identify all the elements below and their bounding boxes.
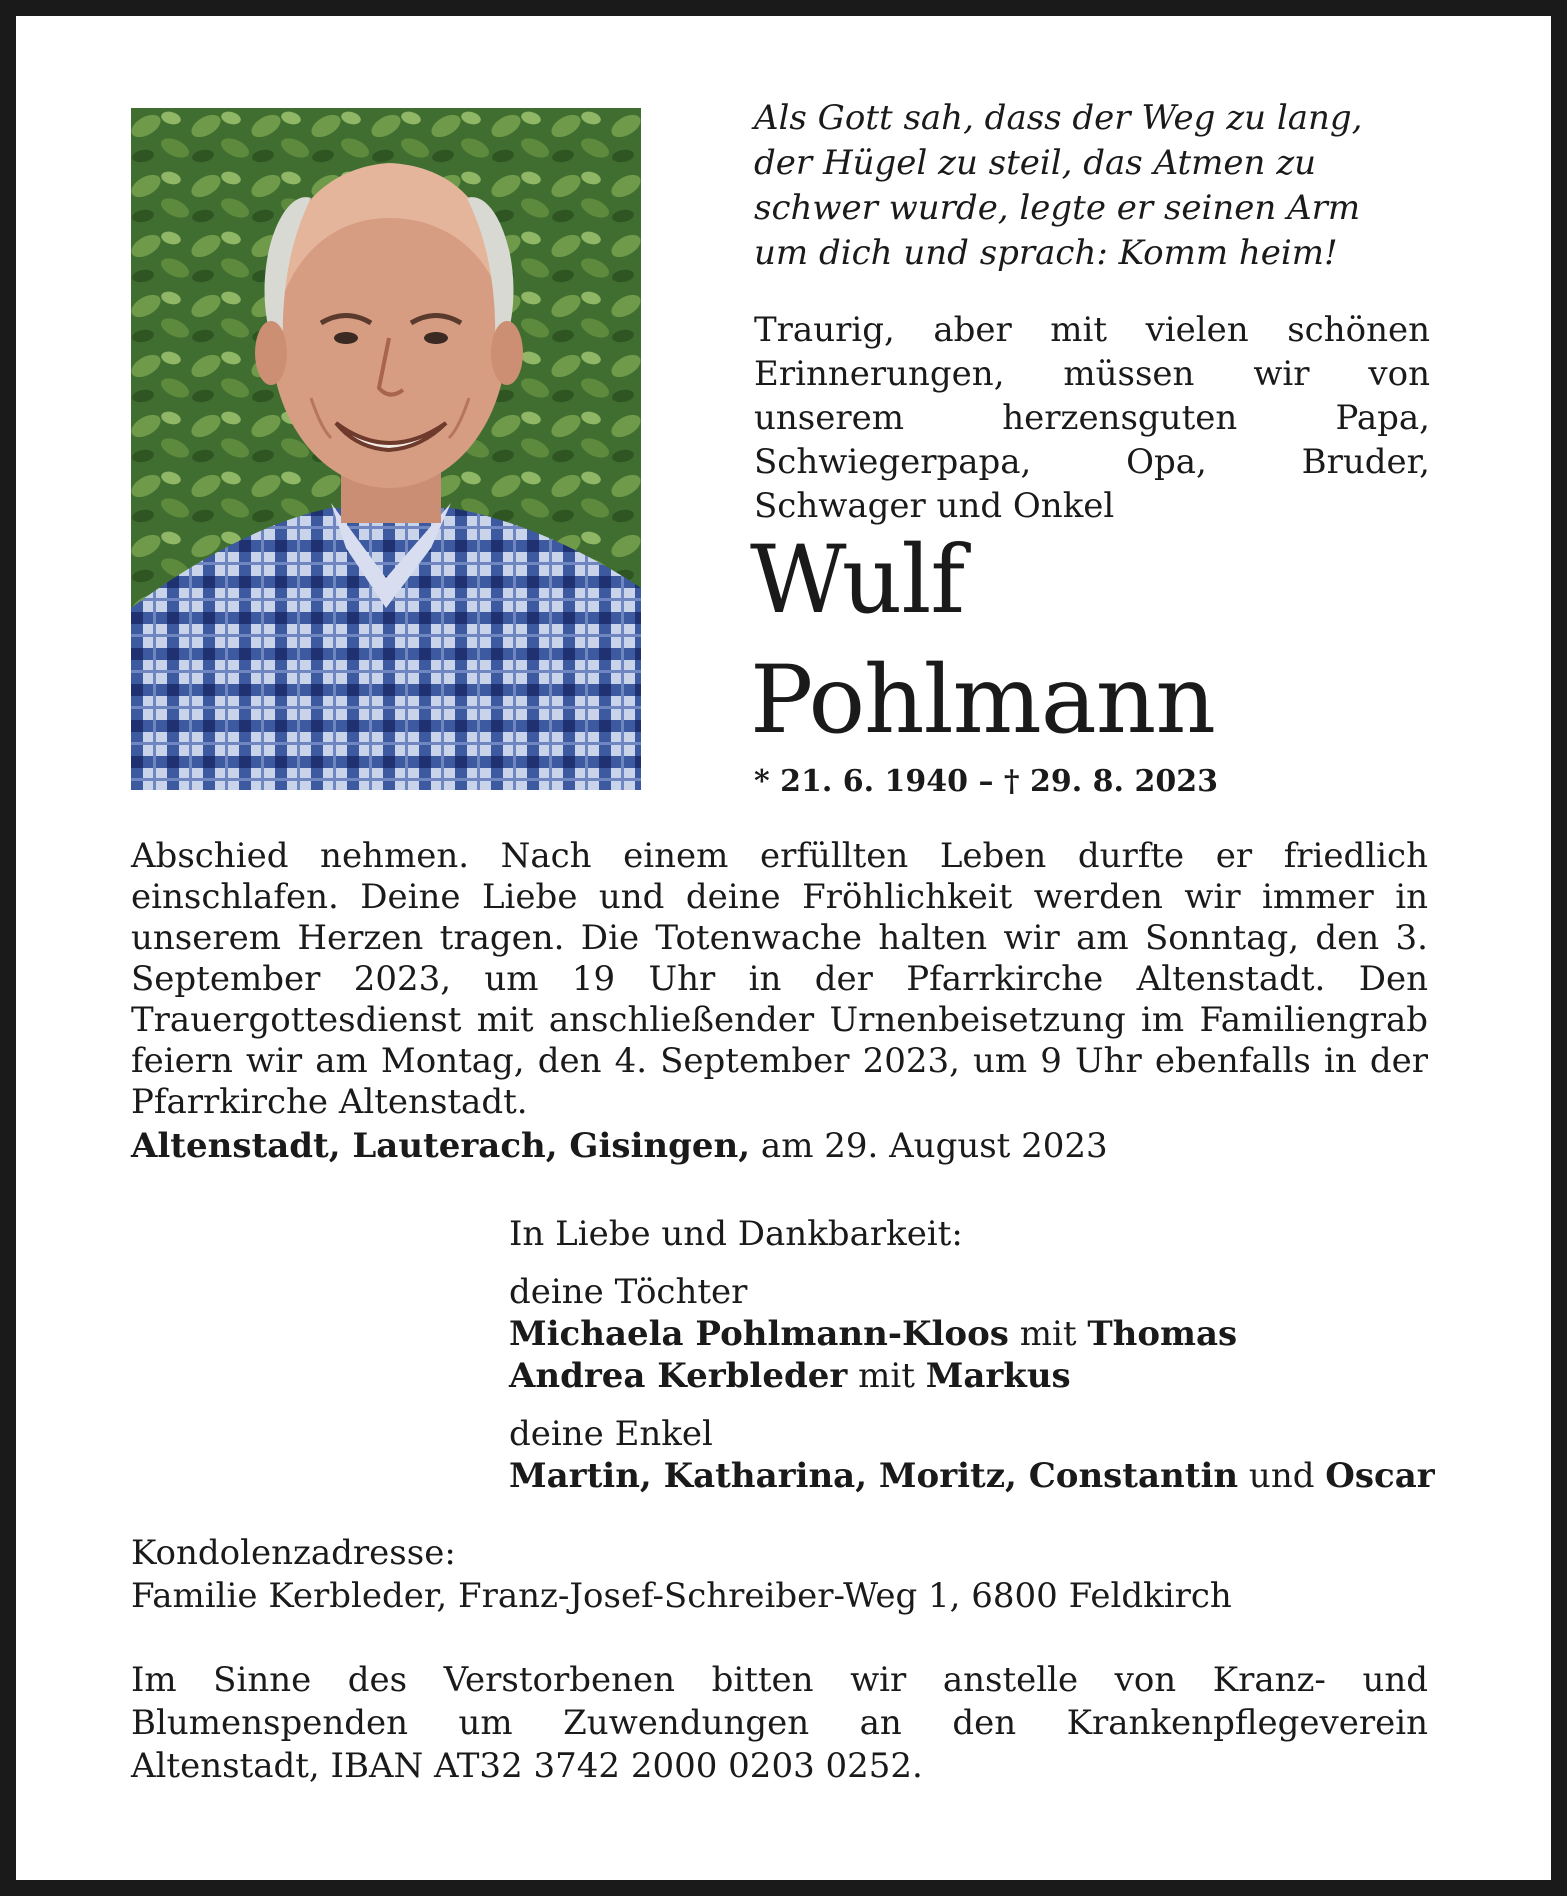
portrait-image [131, 108, 641, 790]
farewell-text: Abschied nehmen. Nach einem erfüllten Leben durfte er friedlich einschlafen. Deine Liebe und deine Fröhlichkeit werden wir immer in unserem Herzen tragen. Die Totenwache halten wir am Sonntag, den 3. September 2023, um 19 Uhr in der Pfarrkirche Altenstadt. Den Trauergottesdienst mit anschließender Urnenbeisetzung im Familiengrab feiern wir am Montag, den 4. September 2023, um 9 Uhr ebenfalls in der Pfarrkirche Altenstadt. [131, 836, 1428, 1122]
grandchild-last-name: Oscar [1325, 1456, 1435, 1496]
intro-text: Traurig, aber mit vielen schönen Erinnerungen, müssen wir von unserem herzensguten Papa, Schwiegerpapa, Opa, Bruder, Schwager und Onkel [754, 310, 1430, 526]
mourners-heading: In Liebe und Dankbarkeit: [509, 1214, 963, 1254]
daughter-row [509, 1355, 1469, 1397]
with-word: mit [858, 1356, 915, 1396]
deceased-last-name: Pohlmann [750, 646, 1215, 755]
daughter-name: Michaela Pohlmann-Kloos [509, 1314, 1009, 1354]
portrait-photo [131, 108, 641, 790]
poem-line: der Hügel zu steil, das Atmen zu [754, 143, 1317, 183]
place-date [131, 1124, 1108, 1168]
obituary-card [16, 16, 1551, 1880]
daughter-row [509, 1313, 1469, 1355]
partner-name: Markus [925, 1356, 1071, 1396]
donation-request: Im Sinne des Verstorbenen bitten wir anstelle von Kranz- und Blumenspenden um Zuwendungen an den Krankenpflegeverein Altenstadt, IBAN AT32 3742 2000 0203 0252. [131, 1660, 1428, 1786]
poem-line: schwer wurde, legte er seinen Arm [754, 188, 1361, 228]
and-word: und [1248, 1456, 1315, 1496]
partner-name: Thomas [1087, 1314, 1238, 1354]
daughters-label: deine Töchter [509, 1272, 748, 1312]
condolence-address-line: Familie Kerbleder, Franz-Josef-Schreiber-Weg 1, 6800 Feldkirch [131, 1576, 1232, 1616]
grandchildren-label: deine Enkel [509, 1414, 713, 1454]
poem-line: um dich und sprach: Komm heim! [754, 233, 1338, 273]
condolence-address [131, 1532, 1232, 1618]
places: Altenstadt, Lauterach, Gisingen, [131, 1126, 751, 1166]
with-word: mit [1019, 1314, 1077, 1354]
mourners-block [509, 1213, 1469, 1497]
grandchildren-row [509, 1455, 1469, 1497]
life-dates: * 21. 6. 1940 – † 29. 8. 2023 [754, 764, 1218, 799]
poem [754, 96, 1454, 276]
date: am 29. August 2023 [760, 1126, 1108, 1166]
deceased-first-name: Wulf [750, 526, 965, 635]
poem-line: Als Gott sah, dass der Weg zu lang, [754, 98, 1363, 138]
daughter-name: Andrea Kerbleder [509, 1356, 848, 1396]
condolence-label: Kondolenzadresse: [131, 1533, 456, 1573]
grandchildren-names: Martin, Katharina, Moritz, Constantin [509, 1456, 1239, 1496]
